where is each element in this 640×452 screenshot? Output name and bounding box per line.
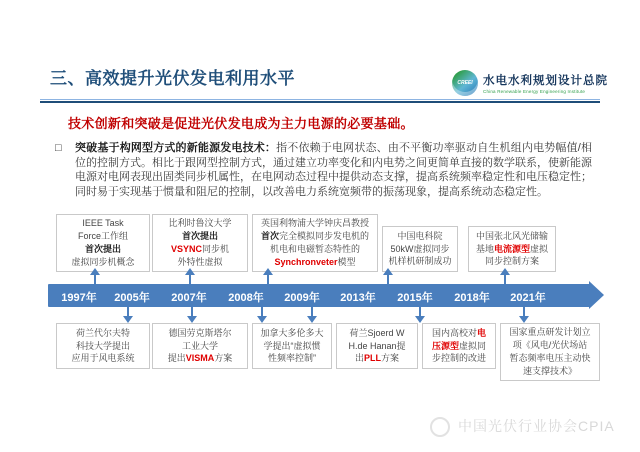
event-text-line bbox=[470, 255, 554, 268]
highlighted-term: 压源型 bbox=[431, 340, 459, 351]
text-segment: 德国劳克斯塔尔 bbox=[168, 327, 232, 338]
event-text-line bbox=[254, 230, 376, 243]
down-arrow-icon bbox=[187, 307, 197, 323]
event-text-line bbox=[384, 230, 456, 243]
title-divider-light bbox=[40, 99, 600, 100]
text-segment: 性频率控制” bbox=[268, 353, 316, 364]
text-segment: 虚拟同步机概念 bbox=[71, 256, 135, 267]
event-text-line bbox=[384, 255, 456, 268]
text-segment: 首次提出 bbox=[181, 231, 218, 242]
text-segment: 基地 bbox=[475, 243, 494, 254]
text-segment: 中国张北风光储输 bbox=[475, 230, 548, 241]
timeline-event-box-top-2007 bbox=[152, 214, 248, 272]
down-arrow-icon bbox=[415, 307, 425, 323]
timeline-event-box-top-1997 bbox=[56, 214, 150, 272]
up-arrow-icon bbox=[185, 268, 195, 284]
event-text-line bbox=[502, 365, 598, 378]
text-segment: 项《风电/光伏场站 bbox=[512, 340, 588, 351]
highlighted-term: VSYNC bbox=[170, 244, 202, 254]
text-segment: 同步机 bbox=[202, 244, 230, 254]
year-label: 2013年 bbox=[340, 292, 376, 304]
event-text-line bbox=[154, 327, 246, 340]
timeline-event-box-top-2013 bbox=[382, 226, 458, 272]
text-segment: 首次提出 bbox=[84, 244, 121, 254]
event-text-line bbox=[254, 340, 330, 353]
title-divider-dark bbox=[40, 101, 600, 103]
text-segment: 荷兰Sjoerd W bbox=[349, 327, 405, 338]
square-bullet-icon: □ bbox=[55, 142, 62, 154]
event-text-line bbox=[154, 352, 246, 365]
paragraph-text bbox=[75, 141, 592, 199]
text-segment: 荷兰代尔夫特 bbox=[75, 327, 130, 338]
creei-globe-icon: CREEI bbox=[452, 70, 478, 96]
highlighted-term: VISMA bbox=[185, 353, 215, 364]
text-segment: 国内高校对 bbox=[431, 327, 477, 338]
timeline-bar bbox=[48, 284, 590, 307]
event-text-line bbox=[338, 327, 416, 340]
key-message: 技术创新和突破是促进光伏发电成为主力电源的必要基础。 bbox=[68, 116, 414, 131]
watermark-text: 中国光伏行业协会CPIA bbox=[458, 418, 615, 434]
timeline-event-box-bottom-2015 bbox=[422, 323, 496, 369]
timeline-arrow-tip-icon bbox=[589, 281, 604, 309]
event-text-line bbox=[254, 243, 376, 256]
event-text-line bbox=[154, 217, 246, 230]
year-label: 2009年 bbox=[284, 292, 320, 304]
text-segment: 方案 bbox=[214, 353, 233, 364]
event-text-line bbox=[154, 230, 246, 243]
text-segment: 模型 bbox=[337, 256, 356, 267]
event-text-line bbox=[384, 243, 456, 256]
text-segment: 中国电科院 bbox=[397, 230, 443, 241]
logo-name-cn: 水电水利规划设计总院 bbox=[483, 75, 608, 87]
year-label: 2005年 bbox=[114, 292, 150, 304]
year-label: 2015年 bbox=[397, 292, 433, 304]
year-label: 2007年 bbox=[171, 292, 207, 304]
highlighted-term: 电流源型 bbox=[493, 243, 530, 254]
event-text-line bbox=[254, 352, 330, 365]
event-text-line bbox=[470, 230, 554, 243]
text-segment: 比利时鲁汶大学 bbox=[168, 218, 232, 229]
text-segment: 50kW虚拟同步 bbox=[390, 243, 450, 254]
paragraph-body: 指不依赖于电网状态、由不平衡功率驱动自生机组内电势幅值/相位的控制方式。相比于跟网型控制方式，通过建立功率变化和内电势之间更简单直接的数学联系，使新能源电源对电网表现出固类同步机属性，在电网动态过程中提供动态支撑，提高系统频率稳定性和电压稳定性；同时易于实现基于惯量和阻尼的控制，以改善电力系统宽频带的振荡现象，提高系统动态稳定性。 bbox=[75, 142, 592, 198]
event-text-line bbox=[338, 340, 416, 353]
logo-name-en: China Renewable Energy Engineering Institute bbox=[483, 89, 586, 94]
up-arrow-icon bbox=[500, 268, 510, 284]
cpia-logo-icon bbox=[430, 417, 450, 437]
event-text-line bbox=[254, 327, 330, 340]
timeline-event-box-top-2018 bbox=[468, 226, 556, 272]
down-arrow-icon bbox=[257, 307, 267, 323]
text-segment: 虚拟 bbox=[530, 243, 549, 254]
text-segment: 虚拟同 bbox=[459, 340, 487, 351]
page-title: 三、高效提升光伏发电利用水平 bbox=[50, 69, 295, 88]
up-arrow-icon bbox=[383, 268, 393, 284]
event-text-line bbox=[424, 352, 494, 365]
paragraph-lead: 突破基于构网型方式的新能源发电技术： bbox=[75, 142, 277, 154]
text-segment: 同步控制方案 bbox=[484, 256, 539, 267]
timeline-event-box-bottom-2008 bbox=[252, 323, 332, 369]
year-label: 2021年 bbox=[510, 292, 546, 304]
event-text-line bbox=[254, 256, 376, 269]
highlighted-term: Synchronveter bbox=[274, 256, 338, 267]
text-segment: 完全模拟同步发电机的 bbox=[279, 231, 370, 242]
year-label: 2008年 bbox=[228, 292, 264, 304]
text-segment: 学提出“虚拟惯 bbox=[263, 340, 321, 351]
event-text-line bbox=[58, 256, 148, 269]
logo-text-block bbox=[483, 72, 608, 94]
event-text-line bbox=[424, 327, 494, 340]
timeline-event-box-bottom-2007 bbox=[152, 323, 248, 369]
text-segment: 提出 bbox=[167, 353, 186, 364]
timeline-event-box-bottom-2005 bbox=[56, 323, 150, 369]
event-text-line bbox=[502, 326, 598, 339]
event-text-line bbox=[58, 217, 148, 230]
text-segment: 首次 bbox=[260, 231, 279, 242]
event-text-line bbox=[58, 352, 148, 365]
text-segment: Force工作组 bbox=[77, 231, 128, 242]
text-segment: 步控制的改进 bbox=[431, 353, 486, 364]
event-text-line bbox=[58, 340, 148, 353]
event-text-line bbox=[254, 217, 376, 230]
text-segment: H.de Hanan提 bbox=[348, 340, 406, 351]
event-text-line bbox=[58, 327, 148, 340]
up-arrow-icon bbox=[90, 268, 100, 284]
event-text-line bbox=[338, 352, 416, 365]
text-segment: 机样机研制成功 bbox=[388, 256, 452, 267]
down-arrow-icon bbox=[123, 307, 133, 323]
event-text-line bbox=[424, 340, 494, 353]
text-segment: 外特性虚拟 bbox=[177, 256, 223, 267]
text-segment: 出 bbox=[354, 353, 364, 364]
event-text-line bbox=[58, 230, 148, 243]
timeline-event-box-bottom-2021 bbox=[500, 323, 600, 381]
event-text-line bbox=[58, 243, 148, 256]
text-segment: 科技大学提出 bbox=[75, 340, 130, 351]
institute-logo bbox=[452, 70, 608, 96]
text-segment: 方案 bbox=[381, 353, 400, 364]
event-text-line bbox=[502, 339, 598, 352]
event-text-line bbox=[154, 243, 246, 256]
highlighted-term: PLL bbox=[364, 353, 381, 364]
text-segment: 工业大学 bbox=[181, 340, 218, 351]
timeline-event-box-top-2008 bbox=[252, 214, 378, 272]
text-segment: 应用于风电系统 bbox=[71, 353, 135, 364]
text-segment: 国家重点研发计划立 bbox=[509, 327, 591, 338]
event-text-line bbox=[470, 243, 554, 256]
timeline-event-box-bottom-2009 bbox=[336, 323, 418, 369]
event-text-line bbox=[154, 256, 246, 269]
event-text-line bbox=[502, 352, 598, 365]
year-label: 2018年 bbox=[454, 292, 490, 304]
text-segment: 暂态频率电压主动快 bbox=[509, 353, 591, 363]
highlighted-term: 电 bbox=[477, 327, 487, 338]
body-paragraph bbox=[55, 141, 592, 199]
text-segment: 速支撑技术》 bbox=[522, 365, 577, 376]
text-segment: IEEE Task bbox=[82, 218, 124, 229]
text-segment: 英国利物浦大学钟庆昌教授 bbox=[260, 218, 369, 229]
text-segment: 加拿大多伦多大 bbox=[260, 327, 324, 338]
down-arrow-icon bbox=[307, 307, 317, 323]
event-text-line bbox=[154, 340, 246, 353]
text-segment: 机电和电磁暂态特性的 bbox=[269, 244, 360, 254]
up-arrow-icon bbox=[263, 268, 273, 284]
year-label: 1997年 bbox=[61, 292, 97, 304]
down-arrow-icon bbox=[519, 307, 529, 323]
